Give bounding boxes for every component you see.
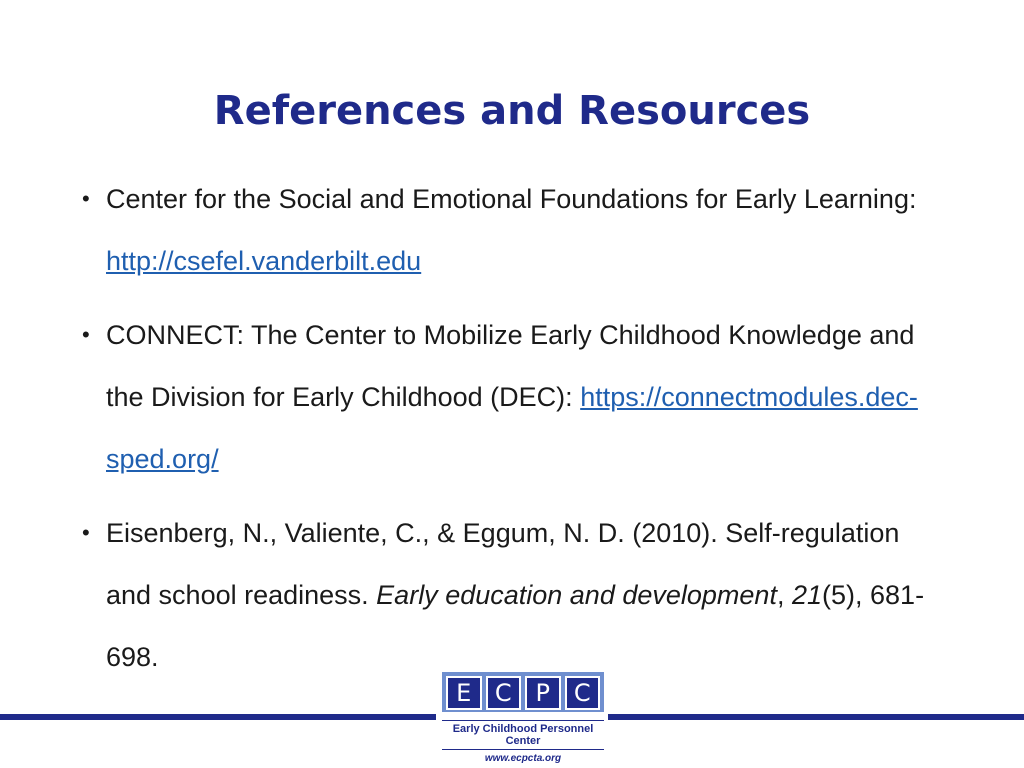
reference-text: Center for the Social and Emotional Foundations for Early Learning: <box>106 184 917 214</box>
logo-url: www.ecpcta.org <box>484 753 562 764</box>
csefel-link[interactable]: http://csefel.vanderbilt.edu <box>106 246 422 276</box>
reference-list <box>80 168 940 700</box>
journal-title: Early education and development <box>376 580 777 610</box>
reference-text: CONNECT: The Center to Mobilize Early Childhood Knowledge and the Division for Early Childhood (DEC): <box>106 320 915 412</box>
connect-link[interactable]: https://connectmodules.dec-sped.org/ <box>106 382 918 474</box>
logo-org-name: Early Childhood Personnel Center <box>442 720 604 750</box>
footer-rule-right <box>608 714 1024 720</box>
logo-letter: C <box>565 676 601 710</box>
journal-volume: 21 <box>791 580 823 610</box>
logo-letter: P <box>525 676 561 710</box>
footer-rule-left <box>0 714 436 720</box>
logo-letter: E <box>446 676 482 710</box>
bullet-icon: • <box>82 322 90 347</box>
slide-title: References and Resources <box>213 88 811 134</box>
bullet-icon: • <box>82 520 90 545</box>
ecpc-logo <box>442 672 604 768</box>
reference-item <box>80 304 940 490</box>
reference-item <box>80 502 940 688</box>
bullet-icon: • <box>82 186 90 211</box>
reference-text: Eisenberg, N., Valiente, C., & Eggum, N. D. (2010). Self-regulation and school readiness. <box>106 518 900 610</box>
reference-separator: , <box>776 580 792 610</box>
reference-pages: (5), 681-698. <box>106 580 925 672</box>
logo-letters <box>442 672 604 712</box>
logo-letter: C <box>486 676 522 710</box>
reference-item <box>80 168 940 292</box>
